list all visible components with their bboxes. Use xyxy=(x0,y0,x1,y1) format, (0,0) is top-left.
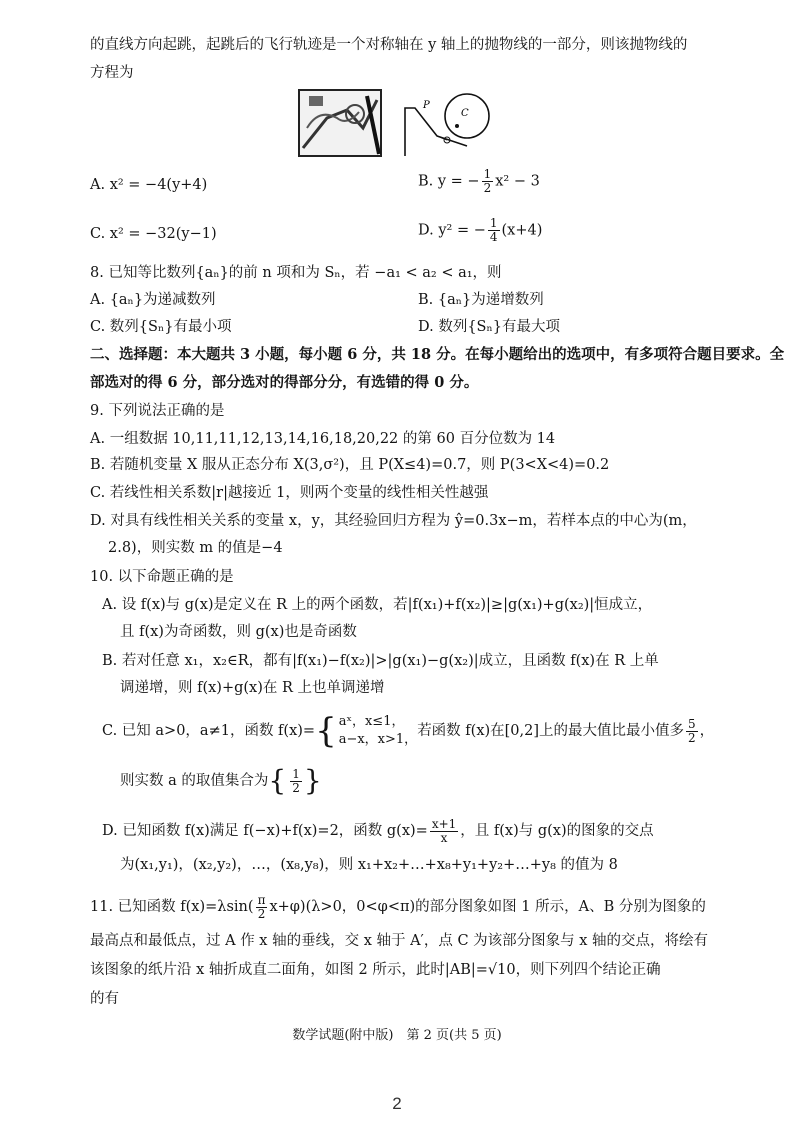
q9-option-c: C. 若线性相关系数|r|越接近 1，则两个变量的线性相关性越强 xyxy=(90,485,489,501)
q7-option-d-post: (x+4) xyxy=(501,222,543,239)
q8-option-b: B. {aₙ}为递增数列 xyxy=(418,292,544,308)
q7-option-b-post: x² − 3 xyxy=(495,173,540,190)
section2-heading-line2: 部选对的得 6 分，部分选对的得部分分，有选错的得 0 分。 xyxy=(90,374,479,391)
q10-option-b-line1: B. 若对任意 x₁，x₂∈R，都有|f(x₁)−f(x₂)|>|g(x₁)−g(x₂)|成立，且函数 f(x)在 R 上单 xyxy=(102,653,659,669)
q11-line1 xyxy=(90,890,706,924)
q10-option-a-line2: 且 f(x)为奇函数，则 g(x)也是奇函数 xyxy=(120,624,357,640)
q7-option-b xyxy=(418,168,540,195)
label-c: C xyxy=(461,108,469,119)
slope-diagram xyxy=(405,108,467,156)
q10-c2-frac: $\frac{1}{2}$ xyxy=(292,766,300,795)
q10-option-c-line1: C. 已知 a>0，a≠1，函数 f(x)={ aˣ，x≤1， a−x，x>1， 若函数 f(x)在[0,2]上的最大值比最小值多 $\frac{5}{2}$ ， xyxy=(102,711,715,751)
q11-l1-pre: 11. 已知函数 f(x)=λsin( xyxy=(90,899,254,915)
q8-option-c: C. 数列{Sₙ}有最小项 xyxy=(90,319,232,335)
q10-option-d-line2: 为(x₁,y₁)，(x₂,y₂)，…，(x₈,y₈)，则 x₁+x₂+…+x₈+y₁+y₂+…+y₈ 的值为 8 xyxy=(120,857,618,873)
q7-option-b-frac: $\frac{1}{2}$ xyxy=(483,167,492,195)
q9-stem: 9. 下列说法正确的是 xyxy=(90,403,225,419)
q7-option-d-pre: D. y² = − xyxy=(418,222,486,239)
q10-d-post: ，且 f(x)与 g(x)的图象的交点 xyxy=(460,823,654,839)
q11-line4: 的有 xyxy=(90,991,119,1007)
q7-stem-line1: 的直线方向起跳，起跳后的飞行轨迹是一个对称轴在 y 轴上的抛物线的一部分，则该抛物线的 xyxy=(90,37,688,53)
q7-option-c: C. x² = −32(y−1) xyxy=(90,226,217,242)
label-p: P xyxy=(423,100,430,111)
q8-option-a: A. {aₙ}为递减数列 xyxy=(90,292,216,308)
q11-line2: 最高点和最低点，过 A 作 x 轴的垂线，交 x 轴于 A′，点 C 为该部分图象与 x 轴的交点，将绘有 xyxy=(90,933,709,949)
q7-option-a: A. x² = −4(y+4) xyxy=(90,177,208,193)
q11-frac: $\frac{\pi}{2}$ xyxy=(257,892,266,921)
q7-figure xyxy=(297,88,497,160)
q10-d-pre: D. 已知函数 f(x)满足 f(−x)+f(x)=2，函数 g(x)= xyxy=(102,823,428,839)
q11-l1-post: x+φ)(λ>0，0<φ<π)的部分图象如图 1 所示，A、B 分别为图象的 xyxy=(269,899,706,915)
q9-option-d-line1: D. 对具有线性相关关系的变量 x，y，其经验回归方程为 ŷ=0.3x−m，若样本点的中心为(m， xyxy=(90,513,697,529)
q7-option-b-pre: B. y = − xyxy=(418,173,480,190)
q10-option-a-line1: A. 设 f(x)与 g(x)是定义在 R 上的两个函数，若|f(x₁)+f(x₂)|≥|g(x₁)+g(x₂)|恒成立， xyxy=(102,597,653,613)
page-number: 2 xyxy=(392,1094,402,1113)
q10-c-pre: C. 已知 a>0，a≠1，函数 f(x)= xyxy=(102,723,316,739)
page-footer: 数学试题(附中版) 第 2 页(共 5 页) xyxy=(292,1028,502,1043)
q10-option-d-line1 xyxy=(102,814,654,848)
q9-option-b: B. 若随机变量 X 服从正态分布 X(3,σ²)，且 P(X≤4)=0.7，则 P(3<X<4)=0.2 xyxy=(90,457,610,473)
ski-jump-illustration xyxy=(297,88,497,160)
q10-c-cases: aˣ，x≤1， a−x，x>1， xyxy=(338,714,418,747)
q7-option-d xyxy=(418,217,542,244)
q7-stem-line2: 方程为 xyxy=(90,65,134,81)
q10-d-frac: $\frac{x+1}{x}$ xyxy=(431,816,457,845)
q11-line3: 该图象的纸片沿 x 轴折成直二面角，如图 2 所示，此时|AB|=√10，则下列四个结论正确 xyxy=(90,962,661,978)
q8-stem: 8. 已知等比数列{aₙ}的前 n 项和为 Sₙ，若 −a₁ < a₂ < a₁，则 xyxy=(90,265,502,281)
q9-option-d-line2: 2.8)，则实数 m 的值是−4 xyxy=(108,540,283,556)
q9-option-a: A. 一组数据 10,11,11,12,13,14,16,18,20,22 的第 60 百分位数为 14 xyxy=(90,431,556,447)
q7-option-d-frac: $\frac{1}{4}$ xyxy=(489,216,498,244)
q10-option-b-line2: 调递增，则 f(x)+g(x)在 R 上也单调递增 xyxy=(120,680,385,696)
q10-stem: 10. 以下命题正确的是 xyxy=(90,569,234,585)
q10-c-post: 若函数 f(x)在[0,2]上的最大值比最小值多 xyxy=(417,723,685,739)
q10-c2-pre: 则实数 a 的取值集合为 xyxy=(120,773,269,789)
q10-option-c-line2: 则实数 a 的取值集合为{ $\frac{1}{2}$ } xyxy=(120,764,322,797)
section2-heading-line1: 二、选择题：本大题共 3 小题，每小题 6 分，共 18 分。在每小题给出的选项中，有多项符合题目要求。全 xyxy=(90,346,785,363)
q10-c-frac: $\frac{5}{2}$ xyxy=(688,716,696,745)
q8-option-d: D. 数列{Sₙ}有最大项 xyxy=(418,319,560,335)
